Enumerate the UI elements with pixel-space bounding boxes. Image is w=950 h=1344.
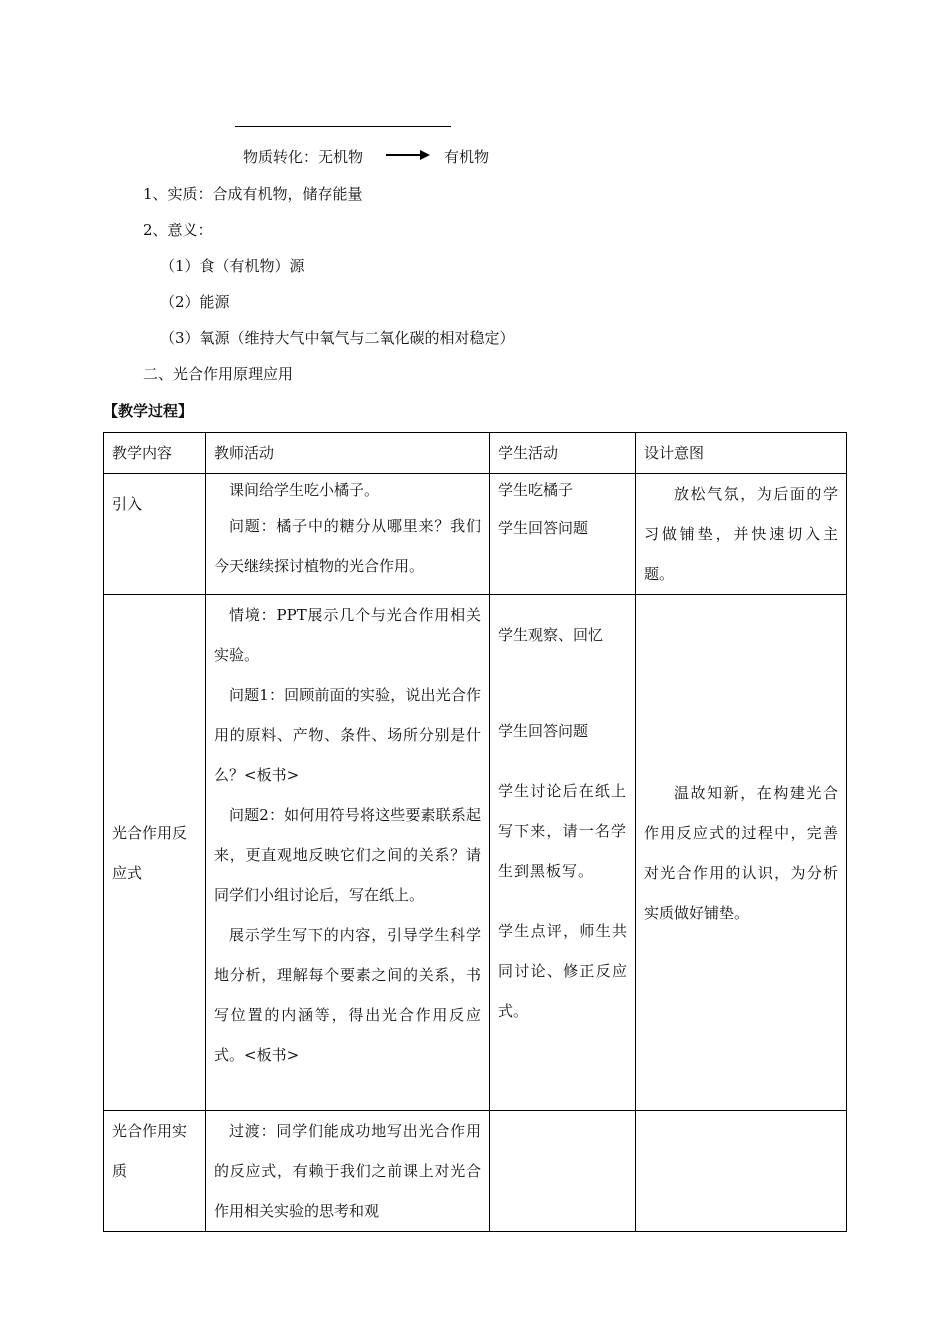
meaning-item-1: （1）食（有机物）源 bbox=[160, 257, 305, 275]
row3-intent bbox=[636, 1111, 847, 1232]
row1-teacher bbox=[206, 474, 490, 595]
meaning-item-3: （3）氧源（维持大气中氧气与二氧化碳的相对稳定） bbox=[160, 329, 515, 347]
row2-student-spacer bbox=[498, 655, 627, 711]
row1-teacher-p2: 问题：橘子中的糖分从哪里来？我们今天继续探讨植物的光合作用。 bbox=[214, 517, 481, 575]
table-row bbox=[104, 1111, 847, 1232]
row2-student-p3: 学生讨论后在纸上写下来，请一名学生到黑板写。 bbox=[498, 782, 627, 880]
row2-student-p4: 学生点评，师生共同讨论、修正反应式。 bbox=[498, 922, 627, 1020]
table-row bbox=[104, 595, 847, 1111]
essence-line: 1、实质：合成有机物，储存能量 bbox=[143, 185, 363, 203]
row3-student bbox=[490, 1111, 636, 1232]
row2-intent: 温故知新，在构建光合作用反应式的过程中，完善对光合作用的认识，为分析实质做好铺垫。 bbox=[636, 595, 847, 1111]
header-cell-content: 教学内容 bbox=[104, 433, 206, 474]
row3-content: 光合作用实质 bbox=[104, 1111, 206, 1232]
row2-student-p2: 学生回答问题 bbox=[498, 722, 589, 740]
header-cell-teacher: 教师活动 bbox=[206, 433, 490, 474]
table-header-row bbox=[104, 433, 847, 474]
meaning-line: 2、意义： bbox=[143, 221, 213, 239]
meaning-item-2: （2）能源 bbox=[160, 293, 230, 311]
row1-student-p1: 学生吃橘子 bbox=[498, 481, 574, 499]
conversion-label: 物质转化：无机物 bbox=[243, 148, 364, 166]
row1-student bbox=[490, 474, 636, 595]
right-arrow-icon bbox=[386, 149, 430, 161]
row3-teacher-p1: 过渡：同学们能成功地写出光合作用的反应式，有赖于我们之前课上对光合作用相关实验的思考和观 bbox=[214, 1122, 481, 1220]
teaching-process-table bbox=[103, 432, 847, 1232]
row2-student-spacer bbox=[498, 751, 627, 771]
row1-intent: 放松气氛，为后面的学习做铺垫，并快速切入主题。 bbox=[636, 474, 847, 595]
process-title: 【教学过程】 bbox=[103, 402, 194, 420]
row2-teacher bbox=[206, 595, 490, 1111]
table-row bbox=[104, 474, 847, 595]
row1-student-p2: 学生回答问题 bbox=[498, 519, 589, 537]
row1-teacher-p1: 课间给学生吃小橘子。 bbox=[229, 481, 380, 499]
row2-student-spacer bbox=[498, 595, 627, 615]
row2-teacher-p1: 情境：PPT展示几个与光合作用相关实验。 bbox=[214, 606, 481, 664]
row2-student-p1: 学生观察、回忆 bbox=[498, 626, 604, 644]
section-two-heading: 二、光合作用原理应用 bbox=[143, 365, 294, 383]
row3-teacher bbox=[206, 1111, 490, 1232]
header-cell-intent: 设计意图 bbox=[636, 433, 847, 474]
row2-teacher-p4: 展示学生写下的内容，引导学生科学地分析，理解每个要素之间的关系，书写位置的内涵等，得出光合作用反应式。<板书> bbox=[214, 926, 481, 1064]
row2-teacher-p3: 问题2：如何用符号将这些要素联系起来，更直观地反映它们之间的关系？请同学们小组讨论后，写在纸上。 bbox=[214, 806, 481, 904]
conversion-result: 有机物 bbox=[444, 148, 490, 166]
row2-teacher-p2: 问题1：回顾前面的实验，说出光合作用的原料、产物、条件、场所分别是什么？<板书> bbox=[214, 686, 481, 784]
top-rule bbox=[235, 126, 451, 127]
row1-content: 引入 bbox=[104, 474, 206, 595]
header-cell-student: 学生活动 bbox=[490, 433, 636, 474]
row2-content: 光合作用反应式 bbox=[104, 595, 206, 1111]
row2-student bbox=[490, 595, 636, 1111]
row2-student-spacer bbox=[498, 891, 627, 911]
